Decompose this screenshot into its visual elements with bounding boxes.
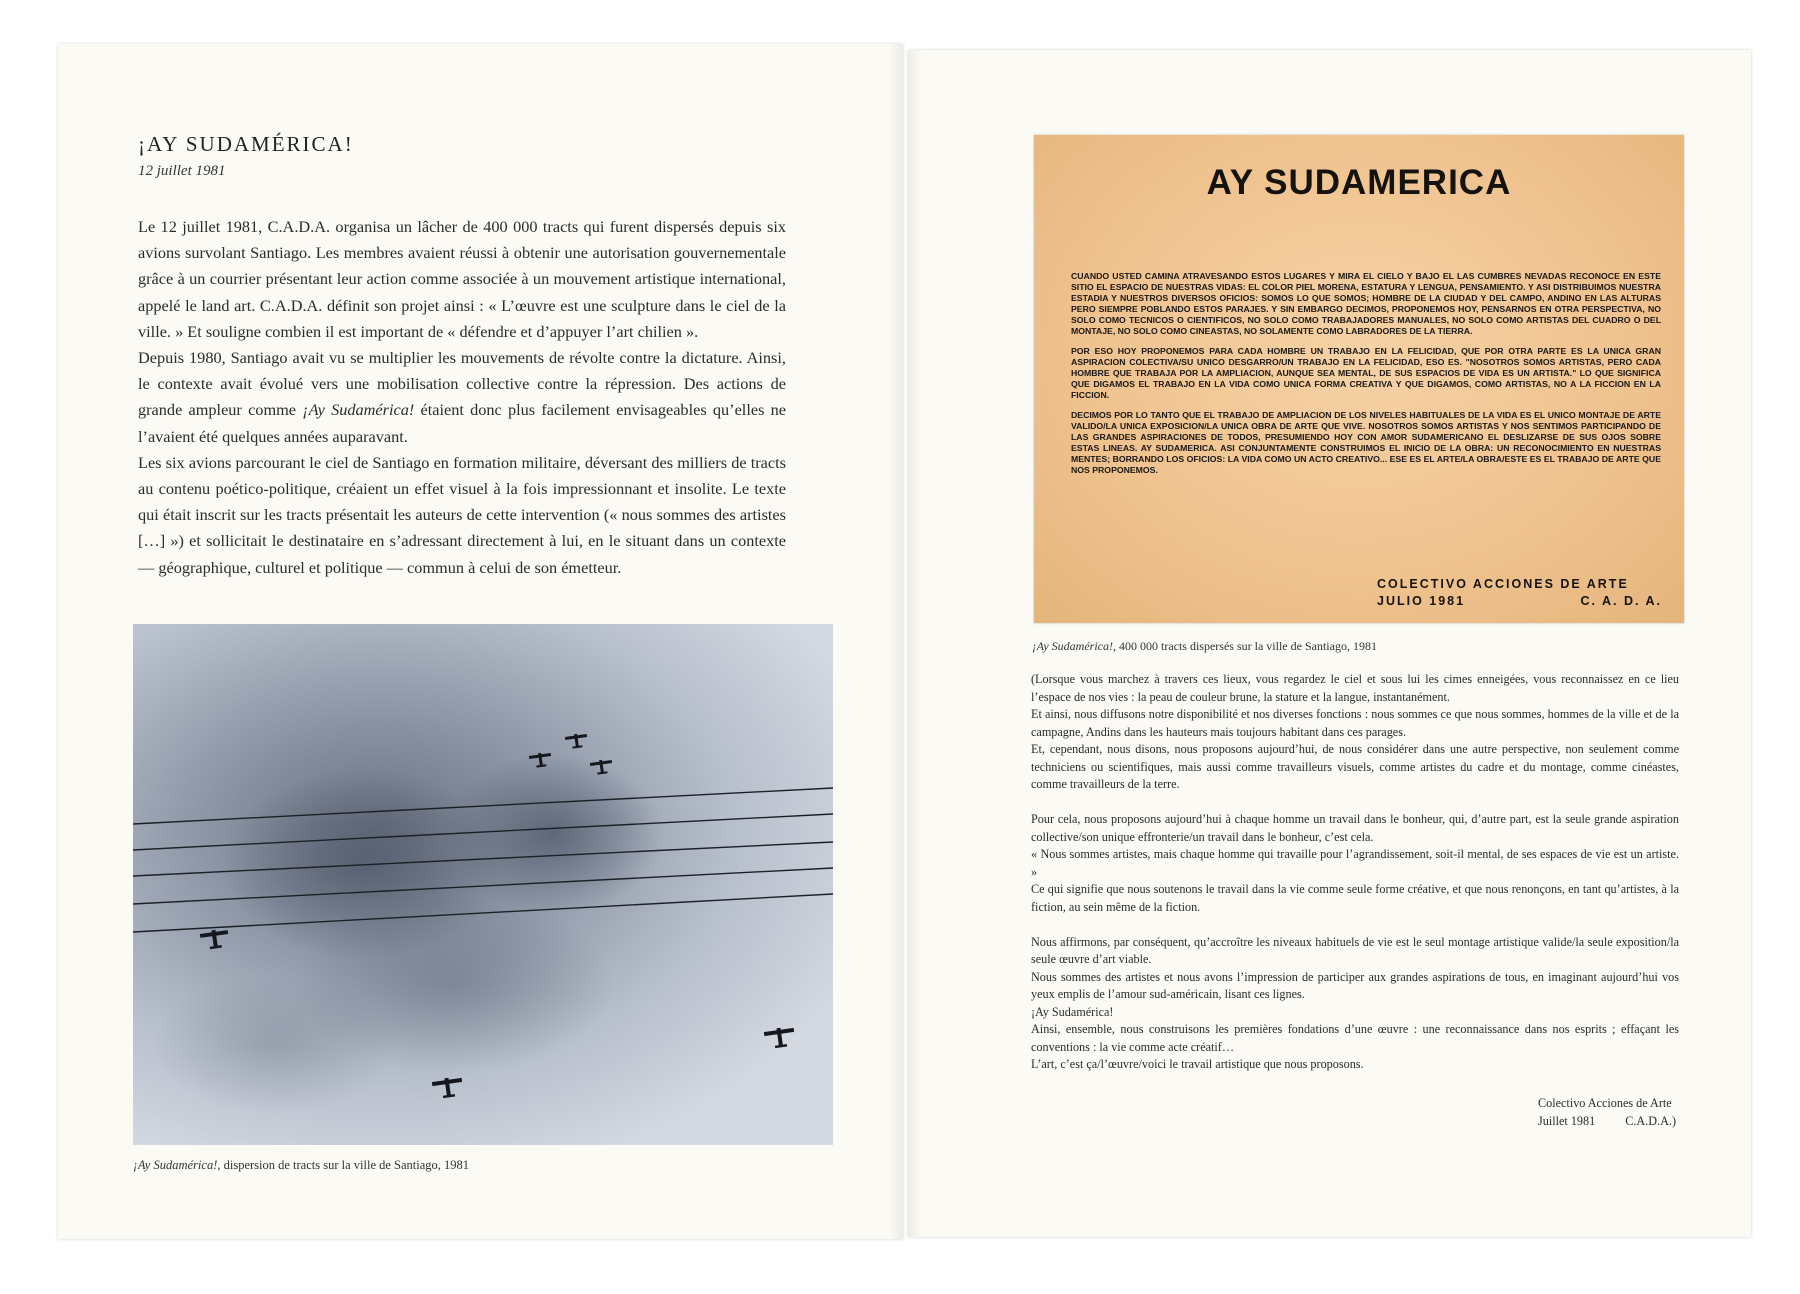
translation-line: Et ainsi, nous diffusons notre disponibilité et nos diverses fonctions : nous sommes ce que nous sommes, hommes de la ville et de la campagne, Andins dans les hauteurs mais toujours habitant dans ces parages.: [1031, 707, 1679, 739]
signature-date: Juillet 1981: [1538, 1113, 1596, 1128]
paragraph-gap: [1031, 794, 1679, 812]
tract-signature-name: COLECTIVO ACCIONES DE ARTE: [1377, 577, 1629, 591]
translation-signature: [1538, 1095, 1676, 1130]
gutter-shadow: [908, 50, 922, 1237]
plane-icon: [764, 1026, 796, 1049]
signature-name: Colectivo Acciones de Arte: [1538, 1096, 1672, 1110]
translation-body: [1031, 671, 1679, 1074]
caption-title: ¡Ay Sudamérica!: [1032, 639, 1113, 653]
caption-text: , 400 000 tracts dispersés sur la ville de Santiago, 1981: [1112, 639, 1377, 653]
planes-photo: [133, 624, 833, 1145]
artwork-title: ¡Ay Sudamérica!: [302, 400, 415, 420]
translation-line: (Lorsque vous marchez à travers ces lieux, vous regardez le ciel et sous lui les cimes enneigées, vous reconnaissez en ce lieu l’espace de nos vies : la peau de couleur brune, la stature et la langue, instantanément.: [1031, 672, 1679, 704]
signature-acronym: C.A.D.A.): [1625, 1113, 1676, 1128]
translation-line: Ainsi, ensemble, nous construisons les premières fondations d’une œuvre : une reconnaissance dans nos esprits ; effaçant les conventions : la vie comme acte créatif…: [1031, 1022, 1679, 1054]
paragraph-gap: [1031, 916, 1679, 934]
tract-signature-date: JULIO 1981: [1377, 594, 1466, 608]
tract-flyer: [1034, 135, 1684, 623]
translation-line: Et, cependant, nous disons, nous proposons aujourd’hui, de nous considérer dans une autre perspective, non seulement comme techniciens ou scientifiques, mais aussi comme travailleurs visuels, comme artistes du cadre et du montage, comme cinéastes, comme travailleurs de la terre.: [1031, 742, 1679, 791]
translation-line: « Nous sommes artistes, mais chaque homme qui travaille pour l’agrandissement, soit-il mental, de ses espaces de vie est un artiste. »: [1031, 847, 1679, 879]
translation-line: Pour cela, nous proposons aujourd’hui à chaque homme un travail dans le bonheur, qui, d’autre part, est la seule grande aspiration collective/son unique effronterie/un travail dans le bonheur, c’est cela.: [1031, 812, 1679, 844]
smoke-cloud: [443, 754, 663, 914]
translation-line: ¡Ay Sudamérica!: [1031, 1004, 1114, 1019]
gutter-shadow: [889, 44, 903, 1239]
tract-paragraph: POR ESO HOY PROPONEMOS PARA CADA HOMBRE UN TRABAJO EN LA FELICIDAD, QUE POR OTRA PARTE ES LA UNICA GRAN ASPIRACION COLECTIVA/SU UNICO DESGARRO/UN TRABAJO EN LA FELICIDAD, ESO ES. "NOSOTROS SOMOS ARTISTAS, PERO CADA HOMBRE QUE TRABAJA POR LA AMPLIACION, AUNQUE SEA MENTAL, DE SUS ESPACIOS DE VIDA ES UN ARTISTA." LO QUE SIGNIFICA QUE DIGAMOS EL TRABAJO EN LA VIDA COMO UNICA FORMA CREATIVA Y QUE DIGAMOS, COMO ARTISTAS, NO A LA FICCION EN LA FICCION.: [1071, 346, 1661, 400]
article-body: [138, 214, 786, 581]
tract-caption: [1032, 639, 1377, 654]
plane-icon: [432, 1076, 464, 1099]
tract-signature-row: [1377, 593, 1662, 610]
signature-row: [1538, 1113, 1676, 1131]
paragraph-text: Les six avions parcourant le ciel de Santiago en formation militaire, déversant des milliers de tracts au contenu poético-politique, créaient un effet visuel à la fois impressionnant et insolite. Le texte qui était inscrit sur les tracts présentait les auteurs de cette intervention (« nous sommes des artistes […] ») et sollicitait le destinataire en s’adressant directement à lui, en le situant dans un contexte — géographique, culturel et politique — commun à celui de son émetteur.: [138, 452, 786, 577]
paragraph-text: Depuis 1980, Santiago avait vu se multiplier les mouvements de révolte contre la dictature. Ainsi, le contexte avait évolué vers une mobilisation collective contre la répression. Des actions de grande ampleur comme: [138, 348, 786, 420]
tract-paragraph: DECIMOS POR LO TANTO QUE EL TRABAJO DE AMPLIACION DE LOS NIVELES HABITUALES DE LA VIDA ES EL UNICO MONTAJE DE ARTE VALIDO/LA UNICA EXPOSICION/LA UNICA OBRA DE ARTE QUE VIVE. NOSOTROS SOMOS ARTISTAS Y NOS SENTIMOS PARTICIPANDO DE LAS GRANDES ASPIRACIONES DE TODOS, PRESUMIENDO HOY CON AMOR SUDAMERICANO EL DESLIZARSE DE SUS OJOS SOBRE ESTAS LINEAS. AY SUDAMERICA. ASI CONJUNTAMENTE CONSTRUIMOS EL INICIO DE LA OBRA: UN RECONOCIMIENTO EN NUESTRAS MENTES; BORRANDO LOS OFICIOS: LA VIDA COMO UN ACTO CREATIVO... ESE ES EL ARTE/LA OBRA/ESTE ES EL TRABAJO DE ARTE QUE NOS PROPONEMOS.: [1071, 410, 1661, 475]
plane-icon: [200, 928, 230, 950]
paragraph-text: Le 12 juillet 1981, C.A.D.A. organisa un lâcher de 400 000 tracts qui furent dispersés depuis six avions survolant Santiago. Les membres avaient réussi à obtenir une autorisation gouvernementale grâce à un courrier présentant leur action comme associée à un mouvement artistique international, appelé le land art. C.A.D.A. définit son projet ainsi : « L’œuvre est une sculpture dans le ciel de la ville. » Et souligne combien il est important de « défendre et d’appuyer l’art chilien ».: [138, 217, 786, 341]
page-title: ¡AY SUDAMÉRICA!: [138, 132, 354, 156]
article-paragraph: [138, 345, 786, 450]
tract-body: [1071, 271, 1661, 485]
translation-line: Nous affirmons, par conséquent, qu’accroître les niveaux habituels de vie est le seul montage artistique valide/la seule exposition/la seule œuvre d’art viable.: [1031, 934, 1679, 966]
planes-illustration: [133, 624, 833, 1145]
photo-caption: [133, 1158, 469, 1173]
article-paragraph: [138, 450, 786, 581]
smoke-cloud: [153, 974, 393, 1114]
event-date: 12 juillet 1981: [138, 163, 226, 179]
plane-icon: [565, 732, 589, 749]
article-paragraph: [138, 214, 786, 345]
caption-text: , dispersion de tracts sur la ville de Santiago, 1981: [217, 1158, 470, 1172]
tract-signature: [1377, 576, 1662, 610]
tract-paragraph: CUANDO USTED CAMINA ATRAVESANDO ESTOS LUGARES Y MIRA EL CIELO Y BAJO EL LAS CUMBRES NEVADAS RECONOCE EN ESTE SITIO EL ESPACIO DE NUESTRAS VIDAS: EL COLOR PIEL MORENA, ESTATURA Y LENGUA, PENSAMIENTO. Y ASI DISTRIBUIMOS NUESTRA ESTADIA Y NUESTROS DIVERSOS OFICIOS: SOMOS LO QUE SOMOS; HOMBRE DE LA CIUDAD Y DEL CAMPO, ANDINO EN LAS ALTURAS PERO SIEMPRE POBLANDO ESTOS PARAJES. Y SIN EMBARGO DECIMOS, PROPONEMOS HOY, PENSARNOS EN OTRA PERSPECTIVA, NO SOLO COMO TECNICOS O CIENTIFICOS, NO SOLO COMO TRABAJADORES MANUALES, NO SOLO COMO ARTISTAS DEL CUADRO O DEL MONTAJE, NO SOLO COMO CINEASTAS, NO SOLAMENTE COMO LABRADORES DE LA TIERRA.: [1071, 271, 1661, 336]
translation-line: Nous sommes des artistes et nous avons l’impression de participer aux grandes aspirations de tous, en imaginant aujourd’hui vos yeux emplis de l’amour sud-américain, lisant ces lignes.: [1031, 969, 1679, 1001]
tract-title: AY SUDAMERICA: [1206, 163, 1512, 202]
caption-title: ¡Ay Sudamérica!: [133, 1158, 218, 1172]
paragraph-text: étaient donc plus facilement envisageables qu’elles ne l’avaient été quelques années auparavant.: [138, 400, 787, 446]
tract-signature-acronym: C. A. D. A.: [1580, 594, 1662, 608]
translation-line: Ce qui signifie que nous soutenons le travail dans la vie comme seule forme créative, et que nous renonçons, en tant qu’artistes, à la fiction, au sein même de la fiction.: [1031, 882, 1679, 914]
translation-line: L’art, c’est ça/l’œuvre/voici le travail artistique que nous proposons.: [1031, 1057, 1364, 1071]
